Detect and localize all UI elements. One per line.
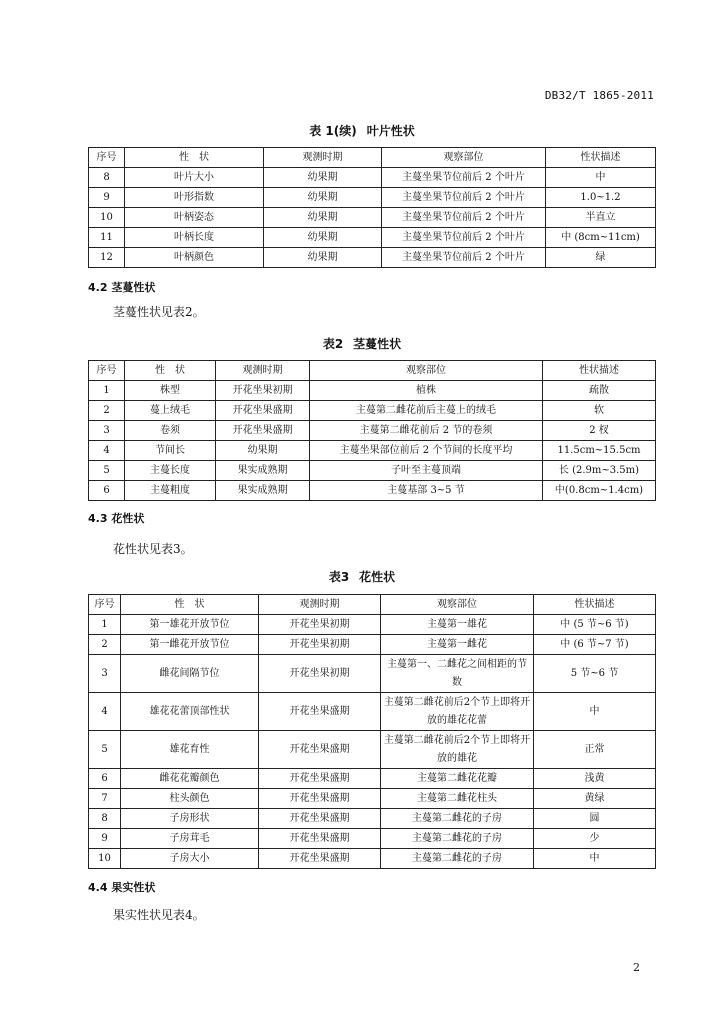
table-row <box>89 228 656 248</box>
table-cell: 主蔓第一、二雌花之间相距的节数 <box>381 655 534 693</box>
table-header-row <box>89 595 656 615</box>
table-cell: 主蔓坐果节位前后 2 个叶片 <box>382 248 546 268</box>
table-row <box>89 188 656 208</box>
section-heading-4-2: 4.2 茎蔓性状 <box>88 281 156 294</box>
table-cell: 节间长 <box>125 441 216 461</box>
table-row <box>89 481 656 501</box>
table-cell: 主蔓坐果节位前后 2 个叶片 <box>382 228 546 248</box>
table-cell: 主蔓第二雌花前后 2 节的卷须 <box>310 421 543 441</box>
table-cell: 开花坐果初期 <box>259 655 381 693</box>
table-row <box>89 208 656 228</box>
table-cell: 11.5cm~15.5cm <box>543 441 656 461</box>
table-cell: 幼果期 <box>264 188 382 208</box>
table-cell: 株型 <box>125 381 216 401</box>
table2 <box>88 360 656 501</box>
table-cell: 3 <box>89 655 121 693</box>
table-header-row <box>89 361 656 381</box>
table-cell: 子叶至主蔓顶端 <box>310 461 543 481</box>
table-cell: 中 (5 节~6 节) <box>534 615 656 635</box>
table2-caption-number: 表2 <box>322 337 344 351</box>
table-cell: 6 <box>89 769 121 789</box>
table-cell: 主蔓坐果节位前后 2 个叶片 <box>382 168 546 188</box>
table-cell: 开花坐果盛期 <box>259 769 381 789</box>
table-cell: 5 <box>89 461 125 481</box>
table-cell: 开花坐果初期 <box>259 615 381 635</box>
table-row <box>89 248 656 268</box>
table-row <box>89 693 656 731</box>
table-row <box>89 401 656 421</box>
table-cell: 柱头颜色 <box>121 789 259 809</box>
table-row <box>89 769 656 789</box>
table-cell: 圆 <box>534 809 656 829</box>
column-header: 性 状 <box>125 148 264 168</box>
table-row <box>89 655 656 693</box>
table-row <box>89 829 656 849</box>
column-header: 序号 <box>89 148 125 168</box>
table1-caption-title: 叶片性状 <box>366 124 415 138</box>
table-cell: 黄绿 <box>534 789 656 809</box>
table-cell: 幼果期 <box>216 441 310 461</box>
table-cell: 果实成熟期 <box>216 461 310 481</box>
table-row <box>89 809 656 829</box>
table-cell: 雌花花瓣颜色 <box>121 769 259 789</box>
table-row <box>89 849 656 869</box>
table-cell: 8 <box>89 168 125 188</box>
section-text-4-3: 花性状见表3。 <box>113 542 193 556</box>
table3-caption-title: 花性状 <box>359 570 396 584</box>
table-cell: 中(0.8cm~1.4cm) <box>543 481 656 501</box>
table-cell: 10 <box>89 849 121 869</box>
table3-caption <box>0 568 724 585</box>
table-cell: 2 <box>89 401 125 421</box>
table2-caption <box>0 335 724 352</box>
page-number: 2 <box>633 961 640 974</box>
column-header: 性 状 <box>125 361 216 381</box>
table-cell: 浅黄 <box>534 769 656 789</box>
table3 <box>88 594 656 869</box>
table-cell: 开花坐果盛期 <box>216 401 310 421</box>
table-cell: 幼果期 <box>264 228 382 248</box>
table-row <box>89 441 656 461</box>
column-header: 序号 <box>89 361 125 381</box>
table-cell: 幼果期 <box>264 248 382 268</box>
table-cell: 主蔓第一雄花 <box>381 615 534 635</box>
table-cell: 10 <box>89 208 125 228</box>
table-cell: 子房形状 <box>121 809 259 829</box>
table-cell: 7 <box>89 789 121 809</box>
table-row <box>89 381 656 401</box>
table-cell: 果实成熟期 <box>216 481 310 501</box>
table-cell: 2 <box>89 635 121 655</box>
table-cell: 开花坐果初期 <box>259 635 381 655</box>
table-cell: 开花坐果初期 <box>216 381 310 401</box>
table-cell: 中 <box>534 693 656 731</box>
table-row <box>89 635 656 655</box>
table-cell: 开花坐果盛期 <box>259 731 381 769</box>
column-header: 观测时期 <box>264 148 382 168</box>
table-cell: 中 (8cm~11cm) <box>546 228 656 248</box>
table-cell: 主蔓坐果节位前后 2 个叶片 <box>382 208 546 228</box>
table-cell: 幼果期 <box>264 168 382 188</box>
table-cell: 开花坐果盛期 <box>259 829 381 849</box>
table-cell: 少 <box>534 829 656 849</box>
table-cell: 子房大小 <box>121 849 259 869</box>
table-cell: 11 <box>89 228 125 248</box>
table-cell: 正常 <box>534 731 656 769</box>
table1-caption <box>0 122 724 139</box>
table-cell: 开花坐果盛期 <box>259 693 381 731</box>
table-row <box>89 789 656 809</box>
table-cell: 主蔓长度 <box>125 461 216 481</box>
table-cell: 幼果期 <box>264 208 382 228</box>
table-cell: 第一雄花开放节位 <box>121 615 259 635</box>
table-cell: 雄花育性 <box>121 731 259 769</box>
table-cell: 2 杈 <box>543 421 656 441</box>
table-cell: 叶柄长度 <box>125 228 264 248</box>
table1-caption-number: 表 1(续) <box>309 124 357 138</box>
section-text-4-2: 茎蔓性状见表2。 <box>113 305 205 319</box>
table-row <box>89 421 656 441</box>
document-code: DB32/T 1865-2011 <box>544 89 654 102</box>
table1 <box>88 147 656 268</box>
section-text-4-4: 果实性状见表4。 <box>113 908 205 922</box>
table-cell: 疏散 <box>543 381 656 401</box>
table-cell: 主蔓第二雌花前后2个节上即将开放的雄花花蕾 <box>381 693 534 731</box>
table-cell: 主蔓第二雌花的子房 <box>381 809 534 829</box>
table-cell: 主蔓第二雌花的子房 <box>381 829 534 849</box>
table-cell: 中 <box>534 849 656 869</box>
table-cell: 绿 <box>546 248 656 268</box>
table-cell: 主蔓坐果节位前后 2 个叶片 <box>382 188 546 208</box>
column-header: 性 状 <box>121 595 259 615</box>
table-cell: 中 (6 节~7 节) <box>534 635 656 655</box>
table-cell: 叶片大小 <box>125 168 264 188</box>
column-header: 观察部位 <box>381 595 534 615</box>
table-cell: 4 <box>89 441 125 461</box>
column-header: 性状描述 <box>534 595 656 615</box>
table-cell: 8 <box>89 809 121 829</box>
table-cell: 主蔓第二雌花花瓣 <box>381 769 534 789</box>
column-header: 序号 <box>89 595 121 615</box>
section-heading-4-4: 4.4 果实性状 <box>88 881 156 894</box>
section-heading-4-3: 4.3 花性状 <box>88 512 145 525</box>
table-cell: 长 (2.9m~3.5m) <box>543 461 656 481</box>
table-cell: 开花坐果盛期 <box>259 809 381 829</box>
table-cell: 主蔓第二雌花前后2个节上即将开放的雄花 <box>381 731 534 769</box>
table-cell: 开花坐果盛期 <box>259 789 381 809</box>
table-cell: 主蔓粗度 <box>125 481 216 501</box>
table-cell: 1 <box>89 381 125 401</box>
table-cell: 4 <box>89 693 121 731</box>
table-cell: 1 <box>89 615 121 635</box>
table-row <box>89 461 656 481</box>
table-cell: 主蔓第二雌花前后主蔓上的绒毛 <box>310 401 543 421</box>
table-cell: 植株 <box>310 381 543 401</box>
column-header: 观测时期 <box>259 595 381 615</box>
table-cell: 中 <box>546 168 656 188</box>
table-row <box>89 615 656 635</box>
column-header: 性状描述 <box>546 148 656 168</box>
table-cell: 1.0~1.2 <box>546 188 656 208</box>
table-cell: 3 <box>89 421 125 441</box>
table-cell: 12 <box>89 248 125 268</box>
table-cell: 卷须 <box>125 421 216 441</box>
table-cell: 叶形指数 <box>125 188 264 208</box>
table-cell: 主蔓坐果部位前后 2 个节间的长度平均 <box>310 441 543 461</box>
table-row <box>89 731 656 769</box>
table-row <box>89 168 656 188</box>
table-cell: 主蔓第二雌花柱头 <box>381 789 534 809</box>
table-cell: 5 <box>89 731 121 769</box>
table2-caption-title: 茎蔓性状 <box>353 337 402 351</box>
table-cell: 开花坐果盛期 <box>216 421 310 441</box>
table-cell: 主蔓第一雌花 <box>381 635 534 655</box>
table-cell: 6 <box>89 481 125 501</box>
table-cell: 子房茸毛 <box>121 829 259 849</box>
table-cell: 雄花花蕾顶部性状 <box>121 693 259 731</box>
table-cell: 主蔓基部 3~5 节 <box>310 481 543 501</box>
column-header: 观察部位 <box>310 361 543 381</box>
table-cell: 叶柄颜色 <box>125 248 264 268</box>
table-cell: 开花坐果盛期 <box>259 849 381 869</box>
table-cell: 叶柄姿态 <box>125 208 264 228</box>
column-header: 性状描述 <box>543 361 656 381</box>
table-cell: 第一雌花开放节位 <box>121 635 259 655</box>
table-cell: 5 节~6 节 <box>534 655 656 693</box>
table-cell: 主蔓第二雌花的子房 <box>381 849 534 869</box>
table-cell: 雌花间隔节位 <box>121 655 259 693</box>
table-cell: 9 <box>89 829 121 849</box>
table-cell: 软 <box>543 401 656 421</box>
table3-caption-number: 表3 <box>328 570 350 584</box>
table-header-row <box>89 148 656 168</box>
table-cell: 蔓上绒毛 <box>125 401 216 421</box>
column-header: 观察部位 <box>382 148 546 168</box>
table-cell: 9 <box>89 188 125 208</box>
column-header: 观测时期 <box>216 361 310 381</box>
table-cell: 半直立 <box>546 208 656 228</box>
